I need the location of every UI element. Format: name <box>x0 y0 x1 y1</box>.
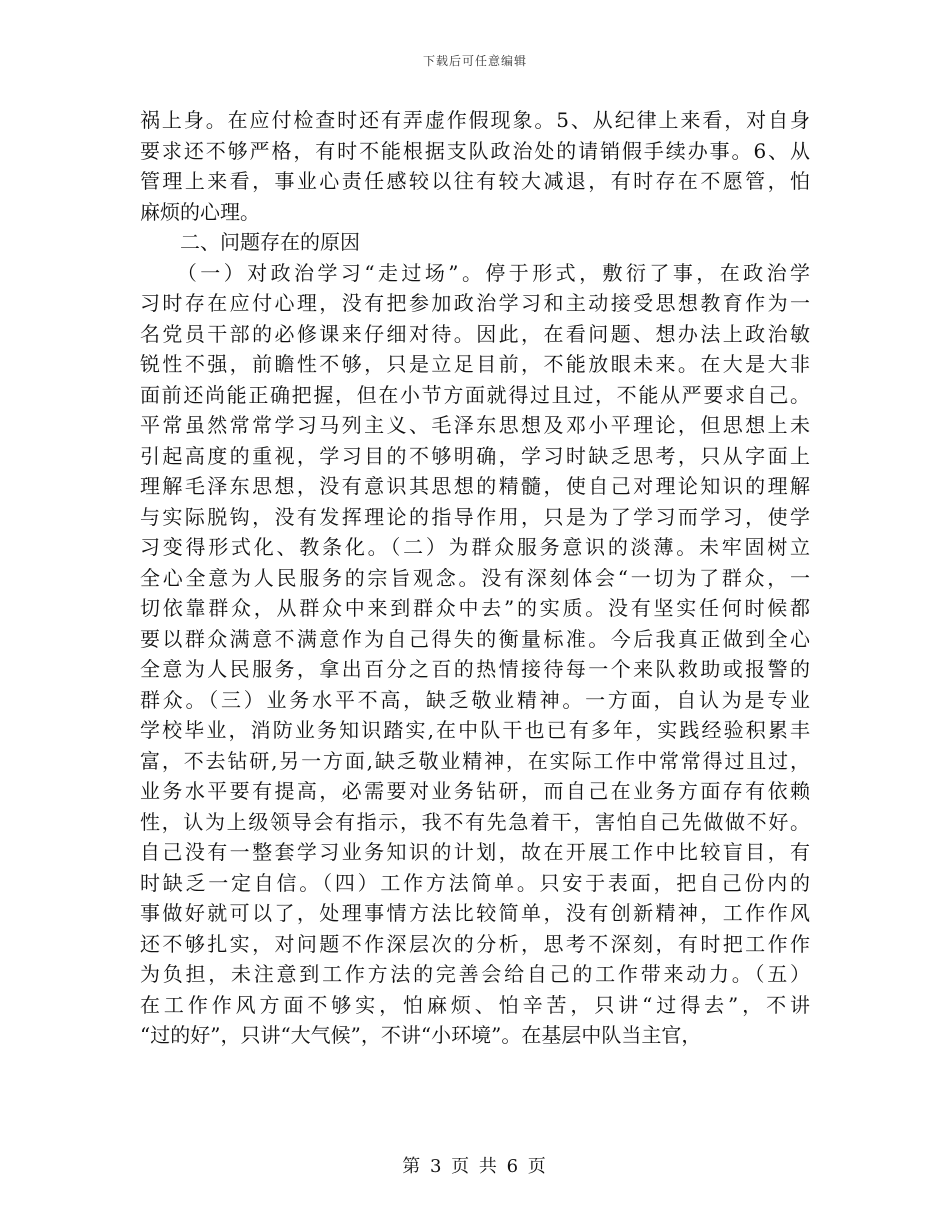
text-line: 全心全意为人民服务的宗旨观念。没有深刻体会“一切为了群众，一 <box>140 565 810 590</box>
text-line: 习变得形式化、教条化。（二）为群众服务意识的淡薄。未牢固树立 <box>140 535 810 559</box>
text-line: 时缺乏一定自信。（四）工作方法简单。只安于表面，把自己份内的 <box>140 870 810 895</box>
text-line: 要以群众满意不满意作为自己得失的衡量标准。今后我真正做到全心 <box>140 626 810 651</box>
text-line: 与实际脱钩，没有发挥理论的指导作用，只是为了学习而学习，使学 <box>140 504 810 529</box>
text-line: 引起高度的重视，学习目的不够明确，学习时缺乏思考，只从字面上 <box>140 443 810 468</box>
text-line: 理解毛泽东思想，没有意识其思想的精髓，使自己对理论知识的理解 <box>140 474 810 498</box>
text-line: 面前还尚能正确把握，但在小节方面就得过且过，不能从严要求自己。 <box>140 382 810 407</box>
text-line: 麻烦的心理。 <box>140 199 260 224</box>
text-line: 习时存在应付心理，没有把参加政治学习和主动接受思想教育作为一 <box>140 291 810 315</box>
text-line: 事做好就可以了，处理事情方法比较简单，没有创新精神，工作作风 <box>140 901 810 925</box>
text-line: 平常虽然常常学习马列主义、毛泽东思想及邓小平理论，但思想上未 <box>140 413 810 437</box>
text-line: 还不够扎实，对问题不作深层次的分析，思考不深刻，有时把工作作 <box>140 931 810 956</box>
text-line: 群众。（三）业务水平不高，缺乏敬业精神。一方面，自认为是专业 <box>140 687 810 712</box>
text-line: 名党员干部的必修课来仔细对待。因此，在看问题、想办法上政治敏 <box>140 321 810 346</box>
text-line: 要求还不够严格，有时不能根据支队政治处的请销假手续办事。6、从 <box>140 138 810 163</box>
text-line: 全意为人民服务，拿出百分之百的热情接待每一个来队救助或报警的 <box>140 657 810 681</box>
text-line: 学校毕业，消防业务知识踏实,在中队干也已有多年，实践经验积累丰 <box>140 718 810 742</box>
text-line: 自己没有一整套学习业务知识的计划，故在开展工作中比较盲目，有 <box>140 840 810 864</box>
text-line: 业务水平要有提高，必需要对业务钻研，而自己在业务方面存有依赖 <box>140 779 810 803</box>
text-line: 在工作作风方面不够实，怕麻烦、怕辛苦，只讲“过得去”，不讲 <box>140 992 810 1017</box>
text-line: （一）对政治学习“走过场”。停于形式，敷衍了事，在政治学 <box>140 260 810 285</box>
text-line: 切依靠群众，从群众中来到群众中去”的实质。没有坚实任何时候都 <box>140 596 810 620</box>
text-line: 性，认为上级领导会有指示，我不有先急着干，害怕自己先做做不好。 <box>140 809 810 834</box>
page-header: 下载后可任意编辑 <box>422 54 527 68</box>
text-line: 管理上来看，事业心责任感较以往有较大减退，有时存在不愿管，怕 <box>140 169 810 193</box>
text-line: “过的好”，只讲“大气候”，不讲“小环境”。在基层中队当主官， <box>140 1023 702 1047</box>
document-body <box>140 105 810 1051</box>
page-footer: 第 3 页 共 6 页 <box>402 1156 548 1177</box>
text-line: 为负担，未注意到工作方法的完善会给自己的工作带来动力。（五） <box>140 962 810 986</box>
text-line: 富，不去钻研,另一方面,缺乏敬业精神，在实际工作中常常得过且过， <box>140 748 810 773</box>
text-line: 二、问题存在的原因 <box>140 230 360 254</box>
text-line: 锐性不强，前瞻性不够，只是立足目前，不能放眼未来。在大是大非 <box>140 352 810 376</box>
text-line: 祸上身。在应付检查时还有弄虚作假现象。5、从纪律上来看，对自身 <box>140 108 810 132</box>
